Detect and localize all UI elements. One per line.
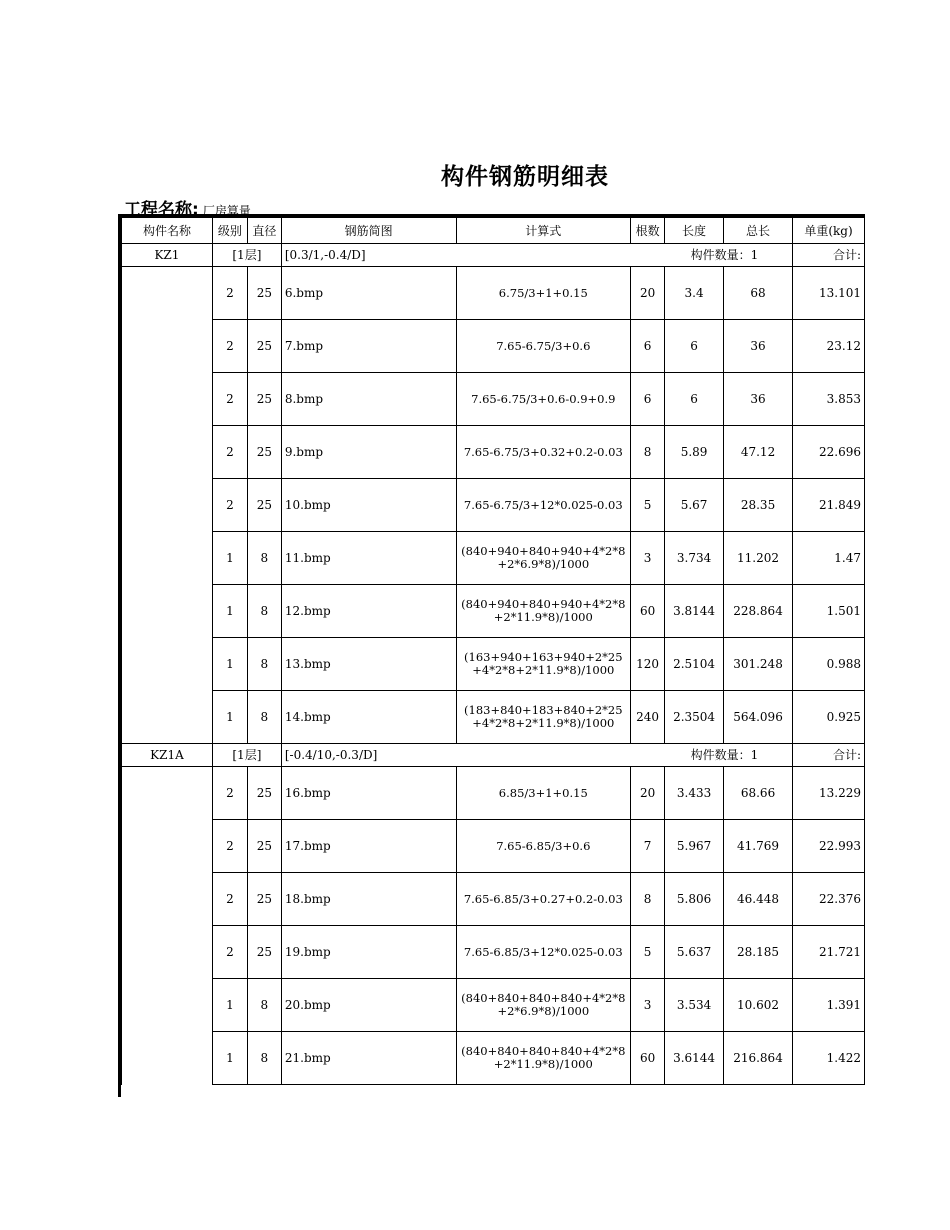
formula-cell: 7.65-6.75/3+0.32+0.2-0.03 (456, 426, 631, 479)
length-cell: 3.734 (665, 532, 724, 585)
total-length-cell: 11.202 (724, 532, 793, 585)
unit-weight-cell: 0.925 (793, 691, 865, 744)
col-header-formula: 计算式 (456, 218, 631, 244)
component-name: KZ1 (122, 244, 213, 267)
diameter-cell: 8 (247, 585, 281, 638)
col-header-total: 总长 (724, 218, 793, 244)
total-length-cell: 41.769 (724, 820, 793, 873)
length-cell: 5.67 (665, 479, 724, 532)
formula-cell: (163+940+163+940+2*25+4*2*8+2*11.9*8)/1000 (456, 638, 631, 691)
shape-cell: 16.bmp (281, 767, 456, 820)
table-row (122, 320, 865, 373)
length-cell: 2.3504 (665, 691, 724, 744)
project-label: 工程名称: (124, 200, 199, 220)
table-row (122, 532, 865, 585)
table-row (122, 426, 865, 479)
shape-cell: 7.bmp (281, 320, 456, 373)
count-cell: 7 (631, 820, 665, 873)
diameter-cell: 8 (247, 1032, 281, 1085)
count-cell: 6 (631, 320, 665, 373)
length-cell: 5.967 (665, 820, 724, 873)
formula-cell: 7.65-6.85/3+12*0.025-0.03 (456, 926, 631, 979)
shape-cell: 11.bmp (281, 532, 456, 585)
unit-weight-cell: 22.696 (793, 426, 865, 479)
diameter-cell: 25 (247, 320, 281, 373)
total-length-cell: 47.12 (724, 426, 793, 479)
total-length-cell: 28.185 (724, 926, 793, 979)
total-length-cell: 228.864 (724, 585, 793, 638)
rebar-table-sheet (118, 214, 865, 1097)
table-row (122, 585, 865, 638)
table-row (122, 926, 865, 979)
col-header-shape: 钢筋简图 (281, 218, 456, 244)
rebar-detail-table (121, 217, 865, 1085)
count-cell: 5 (631, 479, 665, 532)
diameter-cell: 8 (247, 638, 281, 691)
total-length-cell: 564.096 (724, 691, 793, 744)
shape-cell: 21.bmp (281, 1032, 456, 1085)
total-length-cell: 68 (724, 267, 793, 320)
grade-cell: 2 (212, 426, 247, 479)
table-row (122, 979, 865, 1032)
shape-cell: 9.bmp (281, 426, 456, 479)
count-cell: 6 (631, 373, 665, 426)
total-length-cell: 28.35 (724, 479, 793, 532)
diameter-cell: 25 (247, 373, 281, 426)
total-length-cell: 46.448 (724, 873, 793, 926)
col-header-count: 根数 (631, 218, 665, 244)
table-row (122, 691, 865, 744)
col-header-length: 长度 (665, 218, 724, 244)
component-name-cell (122, 767, 213, 1085)
component-name-cell (122, 267, 213, 744)
shape-cell: 14.bmp (281, 691, 456, 744)
grade-cell: 2 (212, 767, 247, 820)
diameter-cell: 25 (247, 267, 281, 320)
floor-label: [1层] (212, 244, 281, 267)
shape-cell: 20.bmp (281, 979, 456, 1032)
shape-cell: 19.bmp (281, 926, 456, 979)
grade-cell: 1 (212, 979, 247, 1032)
length-cell: 2.5104 (665, 638, 724, 691)
col-header-grade: 级别 (212, 218, 247, 244)
shape-cell: 10.bmp (281, 479, 456, 532)
table-row (122, 267, 865, 320)
unit-weight-cell: 21.721 (793, 926, 865, 979)
table-row (122, 479, 865, 532)
component-name: KZ1A (122, 744, 213, 767)
length-cell: 6 (665, 373, 724, 426)
group-header-row (122, 744, 865, 767)
formula-cell: 7.65-6.75/3+0.6-0.9+0.9 (456, 373, 631, 426)
floor-label: [1层] (212, 744, 281, 767)
length-cell: 3.4 (665, 267, 724, 320)
total-length-cell: 10.602 (724, 979, 793, 1032)
diameter-cell: 25 (247, 820, 281, 873)
length-cell: 6 (665, 320, 724, 373)
table-row (122, 767, 865, 820)
formula-cell: 7.65-6.75/3+12*0.025-0.03 (456, 479, 631, 532)
total-length-cell: 36 (724, 320, 793, 373)
unit-weight-cell: 1.501 (793, 585, 865, 638)
component-count: 构件数量：1 (665, 744, 793, 767)
unit-weight-cell: 1.47 (793, 532, 865, 585)
table-row (122, 638, 865, 691)
total-length-cell: 36 (724, 373, 793, 426)
unit-weight-cell: 21.849 (793, 479, 865, 532)
grade-cell: 2 (212, 267, 247, 320)
count-cell: 8 (631, 873, 665, 926)
count-cell: 120 (631, 638, 665, 691)
count-cell: 60 (631, 1032, 665, 1085)
length-cell: 3.6144 (665, 1032, 724, 1085)
length-cell: 3.8144 (665, 585, 724, 638)
formula-cell: (840+940+840+940+4*2*8+2*11.9*8)/1000 (456, 585, 631, 638)
total-label: 合计: (793, 244, 865, 267)
diameter-cell: 25 (247, 767, 281, 820)
formula-cell: 6.85/3+1+0.15 (456, 767, 631, 820)
grade-cell: 2 (212, 479, 247, 532)
shape-cell: 12.bmp (281, 585, 456, 638)
shape-cell: 13.bmp (281, 638, 456, 691)
formula-cell: 7.65-6.85/3+0.27+0.2-0.03 (456, 873, 631, 926)
grade-cell: 1 (212, 585, 247, 638)
formula-cell: (840+840+840+840+4*2*8+2*6.9*8)/1000 (456, 979, 631, 1032)
count-cell: 240 (631, 691, 665, 744)
count-cell: 3 (631, 979, 665, 1032)
unit-weight-cell: 13.101 (793, 267, 865, 320)
unit-weight-cell: 1.391 (793, 979, 865, 1032)
grade-cell: 2 (212, 320, 247, 373)
group-header-row (122, 244, 865, 267)
unit-weight-cell: 13.229 (793, 767, 865, 820)
diameter-cell: 8 (247, 691, 281, 744)
length-cell: 5.637 (665, 926, 724, 979)
count-cell: 20 (631, 267, 665, 320)
diameter-cell: 25 (247, 873, 281, 926)
diameter-cell: 25 (247, 426, 281, 479)
length-cell: 3.433 (665, 767, 724, 820)
grade-cell: 1 (212, 532, 247, 585)
grade-cell: 2 (212, 926, 247, 979)
grade-cell: 2 (212, 820, 247, 873)
length-cell: 5.89 (665, 426, 724, 479)
header-row (122, 218, 865, 244)
length-cell: 5.806 (665, 873, 724, 926)
diameter-cell: 25 (247, 479, 281, 532)
axis-coordinates: [-0.4/10,-0.3/D] (281, 744, 664, 767)
component-count: 构件数量：1 (665, 244, 793, 267)
formula-cell: 7.65-6.85/3+0.6 (456, 820, 631, 873)
unit-weight-cell: 22.993 (793, 820, 865, 873)
count-cell: 8 (631, 426, 665, 479)
project-name: 厂房算量 (202, 204, 251, 218)
col-header-unit-weight: 单重(kg) (793, 218, 865, 244)
page-title: 构件钢筋明细表 (441, 164, 609, 190)
formula-cell: 6.75/3+1+0.15 (456, 267, 631, 320)
count-cell: 20 (631, 767, 665, 820)
total-length-cell: 68.66 (724, 767, 793, 820)
count-cell: 5 (631, 926, 665, 979)
table-row (122, 1032, 865, 1085)
grade-cell: 1 (212, 638, 247, 691)
grade-cell: 2 (212, 373, 247, 426)
diameter-cell: 25 (247, 926, 281, 979)
formula-cell: (840+840+840+840+4*2*8+2*11.9*8)/1000 (456, 1032, 631, 1085)
shape-cell: 6.bmp (281, 267, 456, 320)
unit-weight-cell: 22.376 (793, 873, 865, 926)
col-header-diameter: 直径 (247, 218, 281, 244)
grade-cell: 1 (212, 691, 247, 744)
grade-cell: 1 (212, 1032, 247, 1085)
unit-weight-cell: 23.12 (793, 320, 865, 373)
length-cell: 3.534 (665, 979, 724, 1032)
shape-cell: 17.bmp (281, 820, 456, 873)
table-row (122, 820, 865, 873)
diameter-cell: 8 (247, 979, 281, 1032)
total-length-cell: 216.864 (724, 1032, 793, 1085)
col-header-name: 构件名称 (122, 218, 213, 244)
grade-cell: 2 (212, 873, 247, 926)
total-length-cell: 301.248 (724, 638, 793, 691)
axis-coordinates: [0.3/1,-0.4/D] (281, 244, 664, 267)
unit-weight-cell: 3.853 (793, 373, 865, 426)
formula-cell: (840+940+840+940+4*2*8+2*6.9*8)/1000 (456, 532, 631, 585)
formula-cell: 7.65-6.75/3+0.6 (456, 320, 631, 373)
unit-weight-cell: 0.988 (793, 638, 865, 691)
table-row (122, 373, 865, 426)
diameter-cell: 8 (247, 532, 281, 585)
unit-weight-cell: 1.422 (793, 1032, 865, 1085)
count-cell: 3 (631, 532, 665, 585)
table-body (122, 218, 865, 1085)
formula-cell: (183+840+183+840+2*25+4*2*8+2*11.9*8)/1000 (456, 691, 631, 744)
shape-cell: 8.bmp (281, 373, 456, 426)
table-row (122, 873, 865, 926)
count-cell: 60 (631, 585, 665, 638)
shape-cell: 18.bmp (281, 873, 456, 926)
total-label: 合计: (793, 744, 865, 767)
